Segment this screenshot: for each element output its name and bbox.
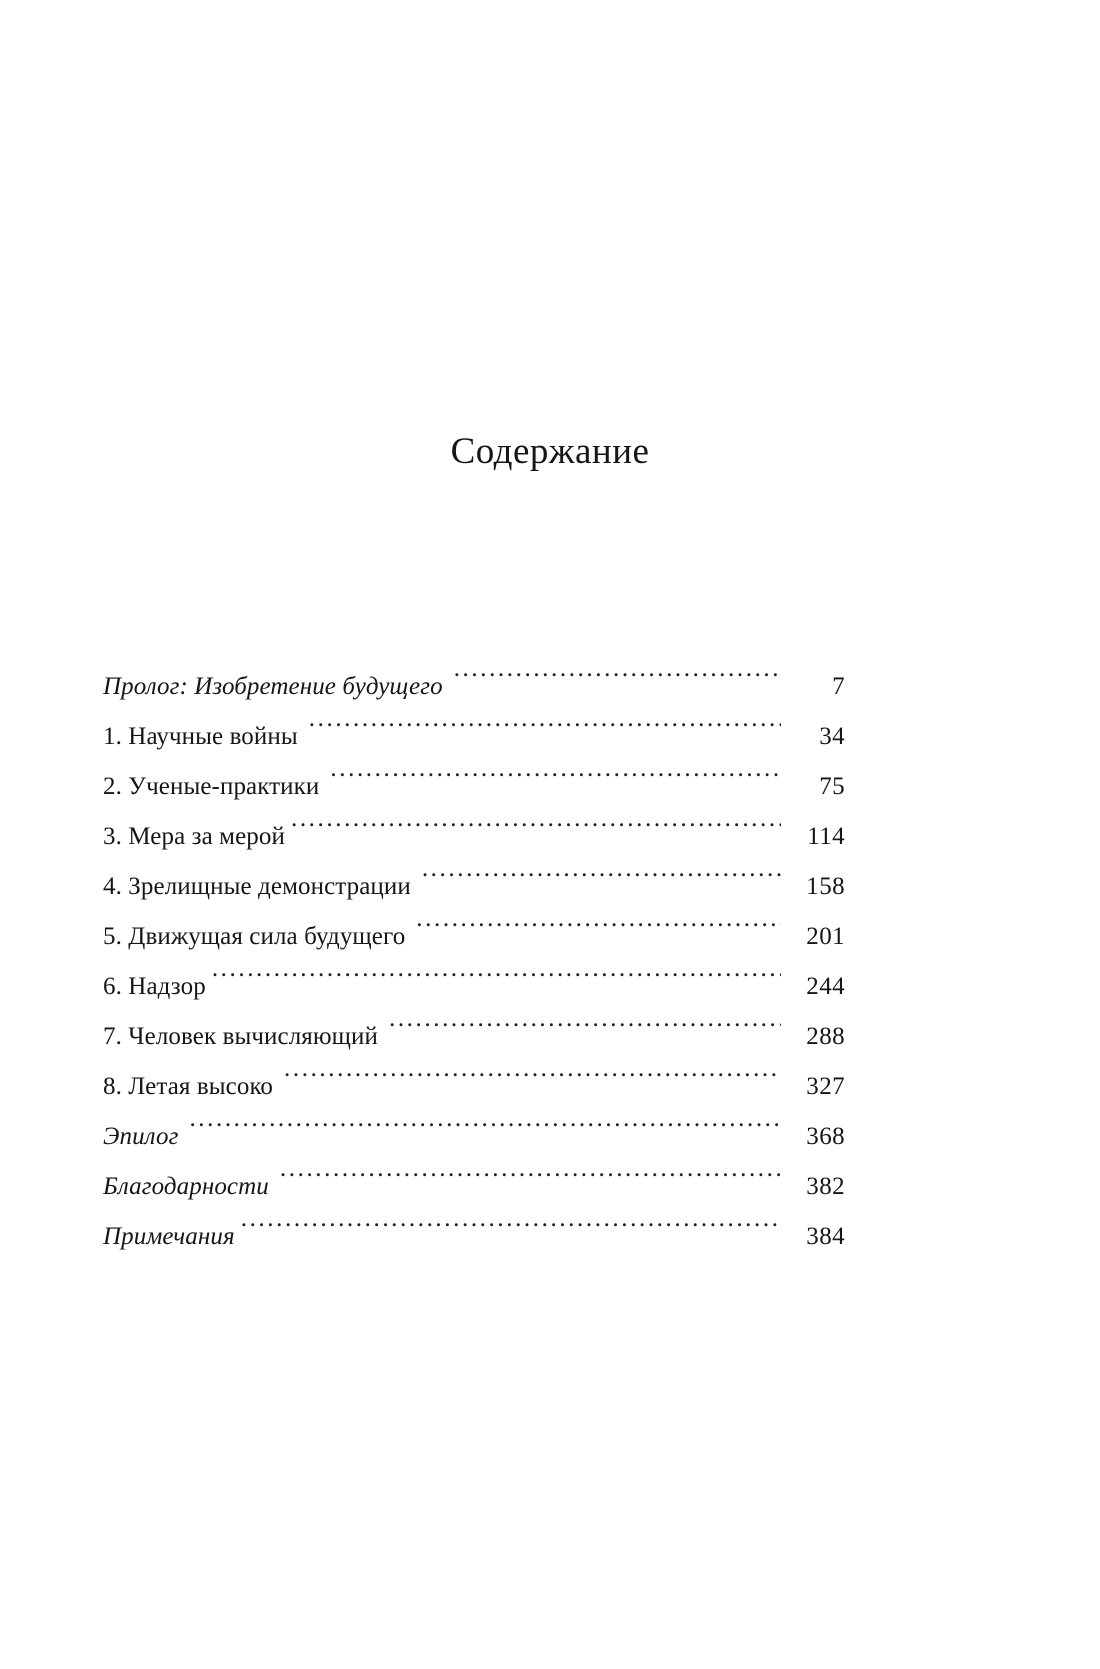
toc-entry-label: Примечания bbox=[103, 1223, 235, 1250]
toc-entry-page-number: 244 bbox=[806, 973, 845, 1000]
toc-entry[interactable] bbox=[103, 712, 845, 762]
toc-entry[interactable] bbox=[103, 762, 845, 812]
toc-entry-page-number: 34 bbox=[819, 723, 845, 750]
toc-entry[interactable] bbox=[103, 1162, 845, 1212]
toc-entry-page-number: 327 bbox=[806, 1073, 845, 1100]
dot-leader bbox=[284, 1069, 781, 1094]
toc-entry-label: 6. Надзор bbox=[103, 973, 206, 1000]
toc-entry-page-number: 368 bbox=[806, 1123, 845, 1150]
dot-leader bbox=[389, 1019, 781, 1044]
toc-entry-page-number: 114 bbox=[807, 823, 845, 850]
toc-entry-label: 5. Движущая сила будущего bbox=[103, 923, 406, 950]
toc-entry-page-number: 382 bbox=[806, 1173, 845, 1200]
toc-entry-page-number: 7 bbox=[832, 673, 845, 700]
toc-entry-page-number: 75 bbox=[819, 773, 845, 800]
toc-entry-label: 8. Летая высоко bbox=[103, 1073, 274, 1100]
dot-leader bbox=[291, 819, 781, 844]
toc-entry[interactable] bbox=[103, 912, 845, 962]
toc-entry[interactable] bbox=[103, 862, 845, 912]
toc-entry[interactable] bbox=[103, 1112, 845, 1162]
dot-leader bbox=[454, 669, 781, 694]
dot-leader bbox=[212, 969, 781, 994]
toc-entry-label: Эпилог bbox=[103, 1123, 179, 1150]
toc-entry-label: 1. Научные войны bbox=[103, 723, 298, 750]
dot-leader bbox=[422, 869, 781, 894]
toc-entry-label: Благодарности bbox=[103, 1173, 269, 1200]
toc-entry-page-number: 384 bbox=[806, 1223, 845, 1250]
toc-entry-label: 7. Человек вычисляющий bbox=[103, 1023, 378, 1050]
toc-entry-label: Пролог: Изобретение будущего bbox=[103, 673, 443, 700]
dot-leader bbox=[330, 769, 781, 794]
toc-entry[interactable] bbox=[103, 1212, 845, 1262]
dot-leader bbox=[280, 1169, 781, 1194]
toc-entry-label: 2. Ученые-практики bbox=[103, 773, 320, 800]
page-title: Содержание bbox=[450, 430, 650, 472]
toc-entry[interactable] bbox=[103, 962, 845, 1012]
toc-entry[interactable] bbox=[103, 1062, 845, 1112]
toc-entry-label: 3. Мера за мерой bbox=[103, 823, 285, 850]
dot-leader bbox=[309, 719, 781, 744]
toc-entry-page-number: 288 bbox=[806, 1023, 845, 1050]
toc-entry[interactable] bbox=[103, 662, 845, 712]
dot-leader bbox=[241, 1219, 781, 1244]
toc-entry-page-number: 158 bbox=[806, 873, 845, 900]
table-of-contents-list bbox=[103, 662, 845, 1262]
toc-entry[interactable] bbox=[103, 812, 845, 862]
dot-leader bbox=[189, 1119, 781, 1144]
dot-leader bbox=[416, 919, 781, 944]
toc-entry-label: 4. Зрелищные демонстрации bbox=[103, 873, 411, 900]
toc-entry-page-number: 201 bbox=[806, 923, 845, 950]
toc-entry[interactable] bbox=[103, 1012, 845, 1062]
